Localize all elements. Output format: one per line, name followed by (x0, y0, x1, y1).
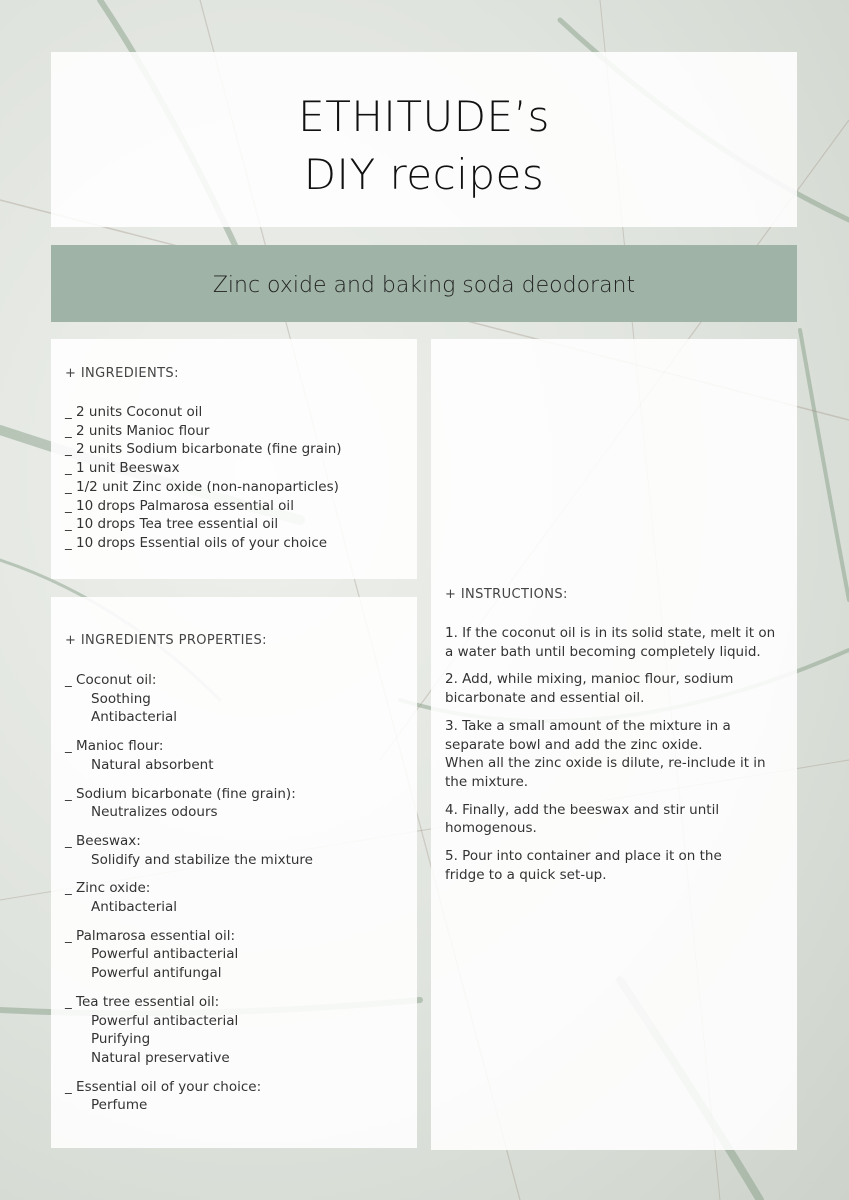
step-line: separate bowl and add the zinc oxide. (445, 736, 703, 753)
property-group (65, 785, 313, 822)
ingredient-name: _ Zinc oxide: (65, 879, 313, 898)
instruction-step (445, 847, 790, 884)
property-group (65, 927, 313, 983)
property-group (65, 671, 313, 727)
instruction-step (445, 801, 790, 838)
ingredient-property: Antibacterial (91, 899, 178, 916)
instructions-steps (445, 624, 790, 893)
properties-panel (51, 597, 417, 1148)
instruction-step (445, 624, 790, 661)
step-line: bicarbonate and essential oil. (445, 690, 645, 707)
ingredients-heading: + INGREDIENTS: (65, 366, 179, 381)
property-group (65, 879, 313, 916)
ingredient-property: Powerful antibacterial (91, 1012, 239, 1029)
ingredient-name: _ Essential oil of your choice: (65, 1078, 313, 1097)
property-group (65, 737, 313, 774)
ingredient-property: Purifying (91, 1031, 151, 1048)
ingredient-name: _ Palmarosa essential oil: (65, 927, 313, 946)
property-group (65, 1078, 313, 1115)
property-group (65, 832, 313, 869)
step-line: 4. Finally, add the beeswax and stir until (445, 801, 720, 818)
properties-heading: + INGREDIENTS PROPERTIES: (65, 633, 267, 648)
ingredient-property: Natural preservative (91, 1049, 230, 1066)
step-line: 2. Add, while mixing, manioc flour, sodium (445, 671, 734, 688)
step-line: homogenous. (445, 820, 537, 837)
property-group (65, 993, 313, 1068)
instructions-heading: + INSTRUCTIONS: (445, 587, 568, 602)
ingredient-name: _ Sodium bicarbonate (fine grain): (65, 785, 313, 804)
ingredient-name: _ Manioc flour: (65, 737, 313, 756)
page-title-line-2: DIY recipes (303, 150, 545, 199)
ingredient-name: _ Tea tree essential oil: (65, 993, 313, 1012)
list-item: _ 1 unit Beeswax (65, 459, 342, 478)
list-item: _ 10 drops Palmarosa essential oil (65, 497, 342, 516)
list-item: _ 2 units Sodium bicarbonate (fine grain) (65, 440, 342, 459)
ingredient-property: Solidify and stabilize the mixture (91, 851, 313, 868)
step-line: When all the zinc oxide is dilute, re-include it in (445, 755, 766, 772)
step-line: the mixture. (445, 773, 529, 790)
recipe-name: Zinc oxide and baking soda deodorant (212, 273, 636, 298)
list-item: _ 2 units Coconut oil (65, 403, 342, 422)
ingredient-property: Powerful antifungal (91, 965, 222, 982)
ingredients-list (65, 403, 342, 553)
ingredient-name: _ Beeswax: (65, 832, 313, 851)
ingredient-name: _ Coconut oil: (65, 671, 313, 690)
instructions-panel (431, 339, 797, 1150)
ingredient-property: Powerful antibacterial (91, 946, 239, 963)
step-line: a water bath until becoming completely liquid. (445, 643, 761, 660)
ingredient-property: Antibacterial (91, 709, 178, 726)
ingredients-panel (51, 339, 417, 579)
step-line: 5. Pour into container and place it on the (445, 848, 722, 865)
recipe-banner (51, 245, 797, 322)
list-item: _ 10 drops Essential oils of your choice (65, 534, 342, 553)
list-item: _ 2 units Manioc flour (65, 422, 342, 441)
instruction-step (445, 717, 790, 792)
step-line: 1. If the coconut oil is in its solid state, melt it on (445, 625, 776, 641)
ingredient-property: Perfume (91, 1097, 148, 1114)
step-line: fridge to a quick set-up. (445, 866, 607, 883)
list-item: _ 10 drops Tea tree essential oil (65, 515, 342, 534)
title-panel (51, 52, 797, 227)
step-line: 3. Take a small amount of the mixture in a (445, 717, 731, 734)
list-item: _ 1/2 unit Zinc oxide (non-nanoparticles) (65, 478, 342, 497)
instruction-step (445, 670, 790, 707)
ingredient-property: Soothing (91, 690, 151, 707)
ingredient-property: Natural absorbent (91, 756, 214, 773)
properties-list (65, 671, 313, 1125)
ingredient-property: Neutralizes odours (91, 804, 218, 821)
page-title-line-1: ETHITUDE’s (298, 92, 550, 141)
